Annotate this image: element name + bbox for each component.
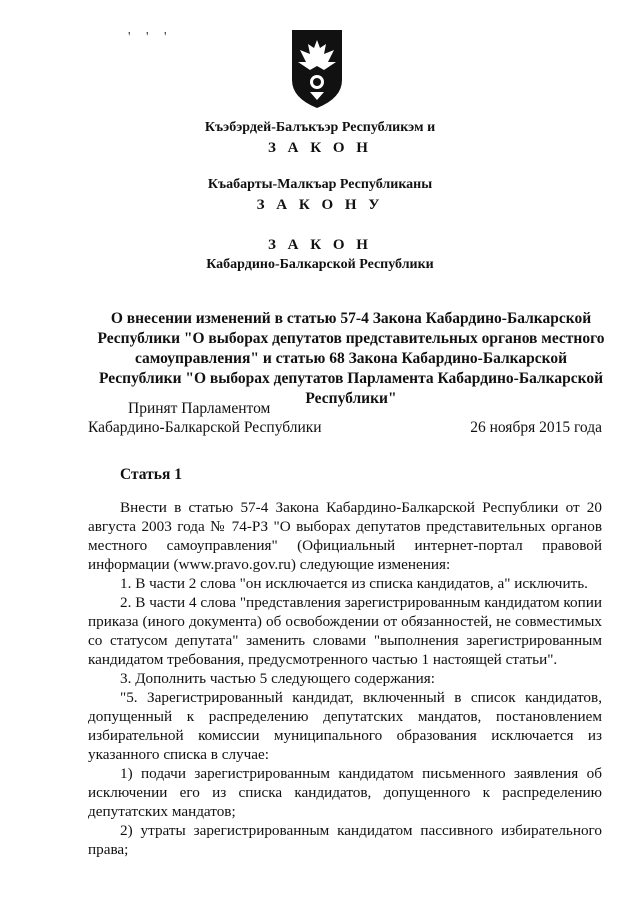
balkar-law-heading: З А К О Н У xyxy=(256,197,384,213)
balkar-republic-heading: Къабарты-Малкъар Республиканы xyxy=(207,177,433,192)
law-title: О внесении изменений в статью 57-4 Закона Кабардино-Балкарской Республики "О выборах депутатов представительных органов местного самоуправления" и статью 68 Закона Кабардино-Балкарской Республики "О выборах депутатов Парламента Кабардино-Балкарской Республики" xyxy=(97,310,605,407)
russian-law-heading: З А К О Н xyxy=(268,237,372,253)
paragraph: 2. В части 4 слова "представления зарегистрированным кандидатом копии приказа (иного документа) об освобождении от обязанностей, не совместимых со статусом депутата" заменить словами "выполнения зарегистрированным кандидатом требования, предусмотренного частью 1 настоящей статьи". xyxy=(88,594,602,668)
paragraph: 3. Дополнить частью 5 следующего содержания: xyxy=(120,670,435,687)
adoption-date: 26 ноября 2015 года xyxy=(470,419,602,436)
article-body xyxy=(88,498,602,859)
paragraph: 1) подачи зарегистрированным кандидатом письменного заявления об исключении его из списка кандидатов, допущенного к распределению депутатских мандатов; xyxy=(88,765,602,820)
article-heading: Статья 1 xyxy=(120,466,182,483)
paragraph: "5. Зарегистрированный кандидат, включенный в список кандидатов, допущенный к распределению депутатских мандатов, постановлением избирательной комиссии муниципального образования исключается из указанного списка в случае: xyxy=(88,689,602,763)
paragraph: Внести в статью 57-4 Закона Кабардино-Балкарской Республики от 20 августа 2003 года № 74-РЗ "О выборах депутатов представительных органов местного самоуправления" (Официальный интернет-портал правовой информации (www.pravo.gov.ru) следующие изменения: xyxy=(88,499,602,573)
scan-marks: ' ' ' xyxy=(128,30,173,45)
russian-republic-heading: Кабардино-Балкарской Республики xyxy=(206,257,434,272)
kabardian-republic-heading: Къэбэрдей-Балъкъэр Республикэм и xyxy=(204,120,436,135)
adopted-republic: Кабардино-Балкарской Республики xyxy=(88,419,322,436)
coat-of-arms-emblem xyxy=(288,24,346,110)
adopted-by: Принят Парламентом xyxy=(128,400,271,417)
paragraph: 1. В части 2 слова "он исключается из списка кандидатов, а" исключить. xyxy=(120,575,588,592)
paragraph: 2) утраты зарегистрированным кандидатом пассивного избирательного права; xyxy=(88,822,602,858)
kabardian-law-heading: З А К О Н xyxy=(268,140,372,156)
